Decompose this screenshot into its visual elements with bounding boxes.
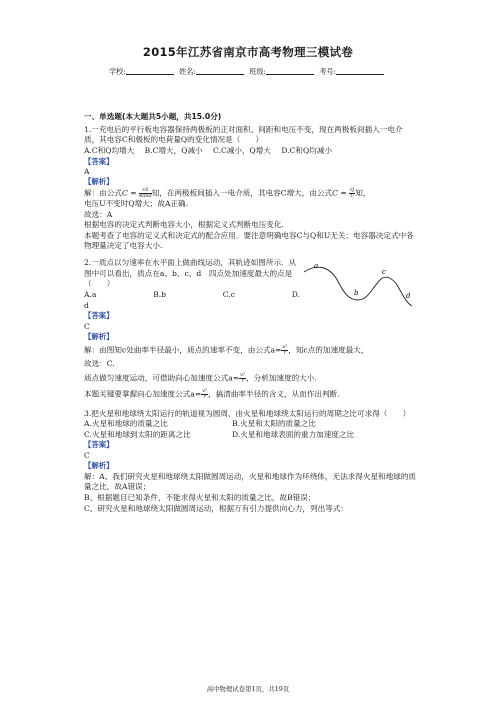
point-label-b: b [354, 289, 359, 298]
q2-fraction-3-den: r [203, 394, 206, 401]
q2-options [84, 290, 300, 301]
q1-answer-tag: 【答案】 [84, 156, 114, 166]
q1-fraction-2-den: U [350, 192, 355, 199]
q1-a1-post: 知， [355, 188, 371, 198]
point-label-a: a [314, 262, 319, 271]
q3-answer: C [84, 450, 90, 460]
q2-option-c: C.c [222, 289, 236, 299]
q1-stem: 1.一充电后的平行板电容器保持两极板的正对面积、间距和电压不变，现在两极板间插入一电介质，其电容C和极板的电荷量Q的变化情况是（ ） [84, 124, 403, 145]
class-blank [266, 66, 314, 75]
q2-option-d: D. [291, 289, 300, 299]
q2-fraction-1-den: r [283, 349, 286, 356]
q1-fraction-1-den: 4πkd [138, 192, 152, 199]
q3-option-b: B.火星和太阳的质量之比 [232, 419, 316, 429]
q1-analysis-line-2: 电压U不变时Q增大；故A正确. [84, 198, 189, 208]
section-heading: 一、单选题(本大题共5小题，共15.0分) [84, 112, 222, 121]
exam-no-label: 考号: [319, 67, 337, 76]
name-blank [196, 66, 244, 75]
point-label-c: c [382, 268, 386, 277]
q2-fraction-3-num: v² [202, 388, 208, 395]
q1-option-a: A.C和Q均增大 [84, 145, 135, 155]
q3-option-d: D.火星和地球表面的重力加速度之比 [232, 429, 355, 439]
document-body [84, 112, 416, 514]
q2-option-a: A.a [84, 289, 97, 299]
q3-option-c: C.火星和地球到太阳的距离之比 [84, 429, 191, 439]
school-blank [126, 66, 174, 75]
q1-fraction-2-num: Q [350, 186, 355, 193]
page-title: 2015年江苏省南京市高考物理三模试卷 [142, 45, 354, 59]
q3-answer-tag: 【答案】 [84, 440, 114, 450]
q2-stem: 2.一质点以匀速率在水平面上做曲线运动，其轨迹如图所示．从图中可以看出，质点在a、b、c、d 四点处加速度最大的点是（ ） [84, 258, 297, 289]
q2-option-d-continued: d [84, 300, 89, 310]
q2-a3-post: ，分析加速度的大小. [246, 373, 317, 383]
school-label: 学校: [108, 67, 126, 76]
question-2 [84, 258, 416, 400]
q3-analysis-line-3: C、研究火星和地球绕太阳做圆周运动，根据万有引力提供向心力，列出等式： [84, 503, 348, 513]
q2-fraction-1-num: v² [282, 343, 288, 350]
q2-option-b: B.b [153, 289, 167, 299]
q1-analysis-line-4: 根据电容的决定式判断电容大小，根据定义式判断电压变化. [84, 220, 284, 230]
q2-a4-pre: 本题关键要掌握向心加速度公式a= [84, 389, 202, 399]
q1-analysis-line-5: 本题考查了电容的定义式和决定式的配合应用．要注意明确电容C与Q和U无关；电容器决定式中各物理量决定了电容大小. [84, 230, 414, 251]
q2-fraction-2 [239, 373, 246, 384]
q2-analysis-tag: 【解析】 [84, 332, 114, 342]
q1-fraction-1-num: εS [139, 188, 152, 194]
q3-analysis-line-2: B、根据题目已知条件，不能求得火星和太阳的质量之比，故B错误； [84, 493, 316, 503]
trajectory-curve-figure [302, 260, 414, 308]
q1-a1-mid: 知，在两极板间插入一电介质，其电容C增大，由公式 [151, 188, 333, 198]
name-label: 姓名: [179, 67, 196, 76]
q2-fraction-2-den: r [241, 378, 244, 385]
q2-fraction-2-num: v² [240, 372, 246, 379]
q1-fraction-1 [139, 188, 152, 199]
q1-analysis-tag: 【解析】 [84, 177, 114, 187]
q3-analysis-tag: 【解析】 [84, 461, 114, 471]
q2-answer: C [84, 321, 90, 331]
q2-a4-post: ，搞清曲率半径的含义，从而作出判断. [208, 389, 340, 399]
q3-options [84, 419, 416, 440]
exam-no-blank [336, 66, 384, 75]
q2-answer-tag: 【答案】 [84, 311, 114, 321]
question-3 [84, 409, 416, 515]
q1-formula-2: C = [332, 188, 350, 198]
q2-analysis-line-3 [84, 373, 416, 384]
q3-option-a: A.火星和地球的质量之比 [84, 419, 168, 429]
page-footer: 高中物理试卷第1页，共19页 [206, 685, 290, 693]
q2-analysis-line-1 [84, 345, 416, 356]
class-label: 班级: [249, 67, 266, 76]
q1-option-d: D.C和Q均减小 [281, 145, 332, 155]
q1-answer: A [84, 166, 90, 176]
question-1 [84, 125, 416, 252]
q1-option-c: C.C减小，Q增大 [213, 145, 271, 155]
q3-stem: 3.把火星和地球绕太阳运行的轨道视为圆周，由火星和地球绕太阳运行的周期之比可求得（ ） [84, 408, 411, 418]
q1-formula-1: C = [121, 188, 139, 198]
q2-analysis-line-2: 故选：C. [84, 358, 115, 368]
trajectory-path [304, 267, 412, 306]
q2-analysis-line-4 [84, 389, 416, 400]
q1-a1-pre: 解：由公式 [84, 188, 122, 198]
q2-a3-pre: 质点做匀速度运动，可借助向心加速度公式a= [84, 373, 240, 383]
q2-a1-post: ，知c点的加速度最大， [288, 345, 369, 355]
q1-analysis-line-3: 故选：A [84, 209, 113, 219]
student-info-line [0, 66, 496, 77]
q1-analysis-line-1 [84, 188, 416, 199]
q2-a1-pre: 解：由图知c处曲率半径最小，质点的速率不变，由公式a= [84, 345, 282, 355]
q1-option-b: B.C增大，Q减小 [144, 145, 203, 155]
point-label-d: d [406, 292, 411, 301]
q1-options [84, 146, 416, 157]
q3-analysis-line-1: 解：A、我们研究火星和地球绕太阳做圆周运动，火星和地球作为环绕体，无法求得火星和地球的质量之比，故A错误； [84, 471, 417, 492]
